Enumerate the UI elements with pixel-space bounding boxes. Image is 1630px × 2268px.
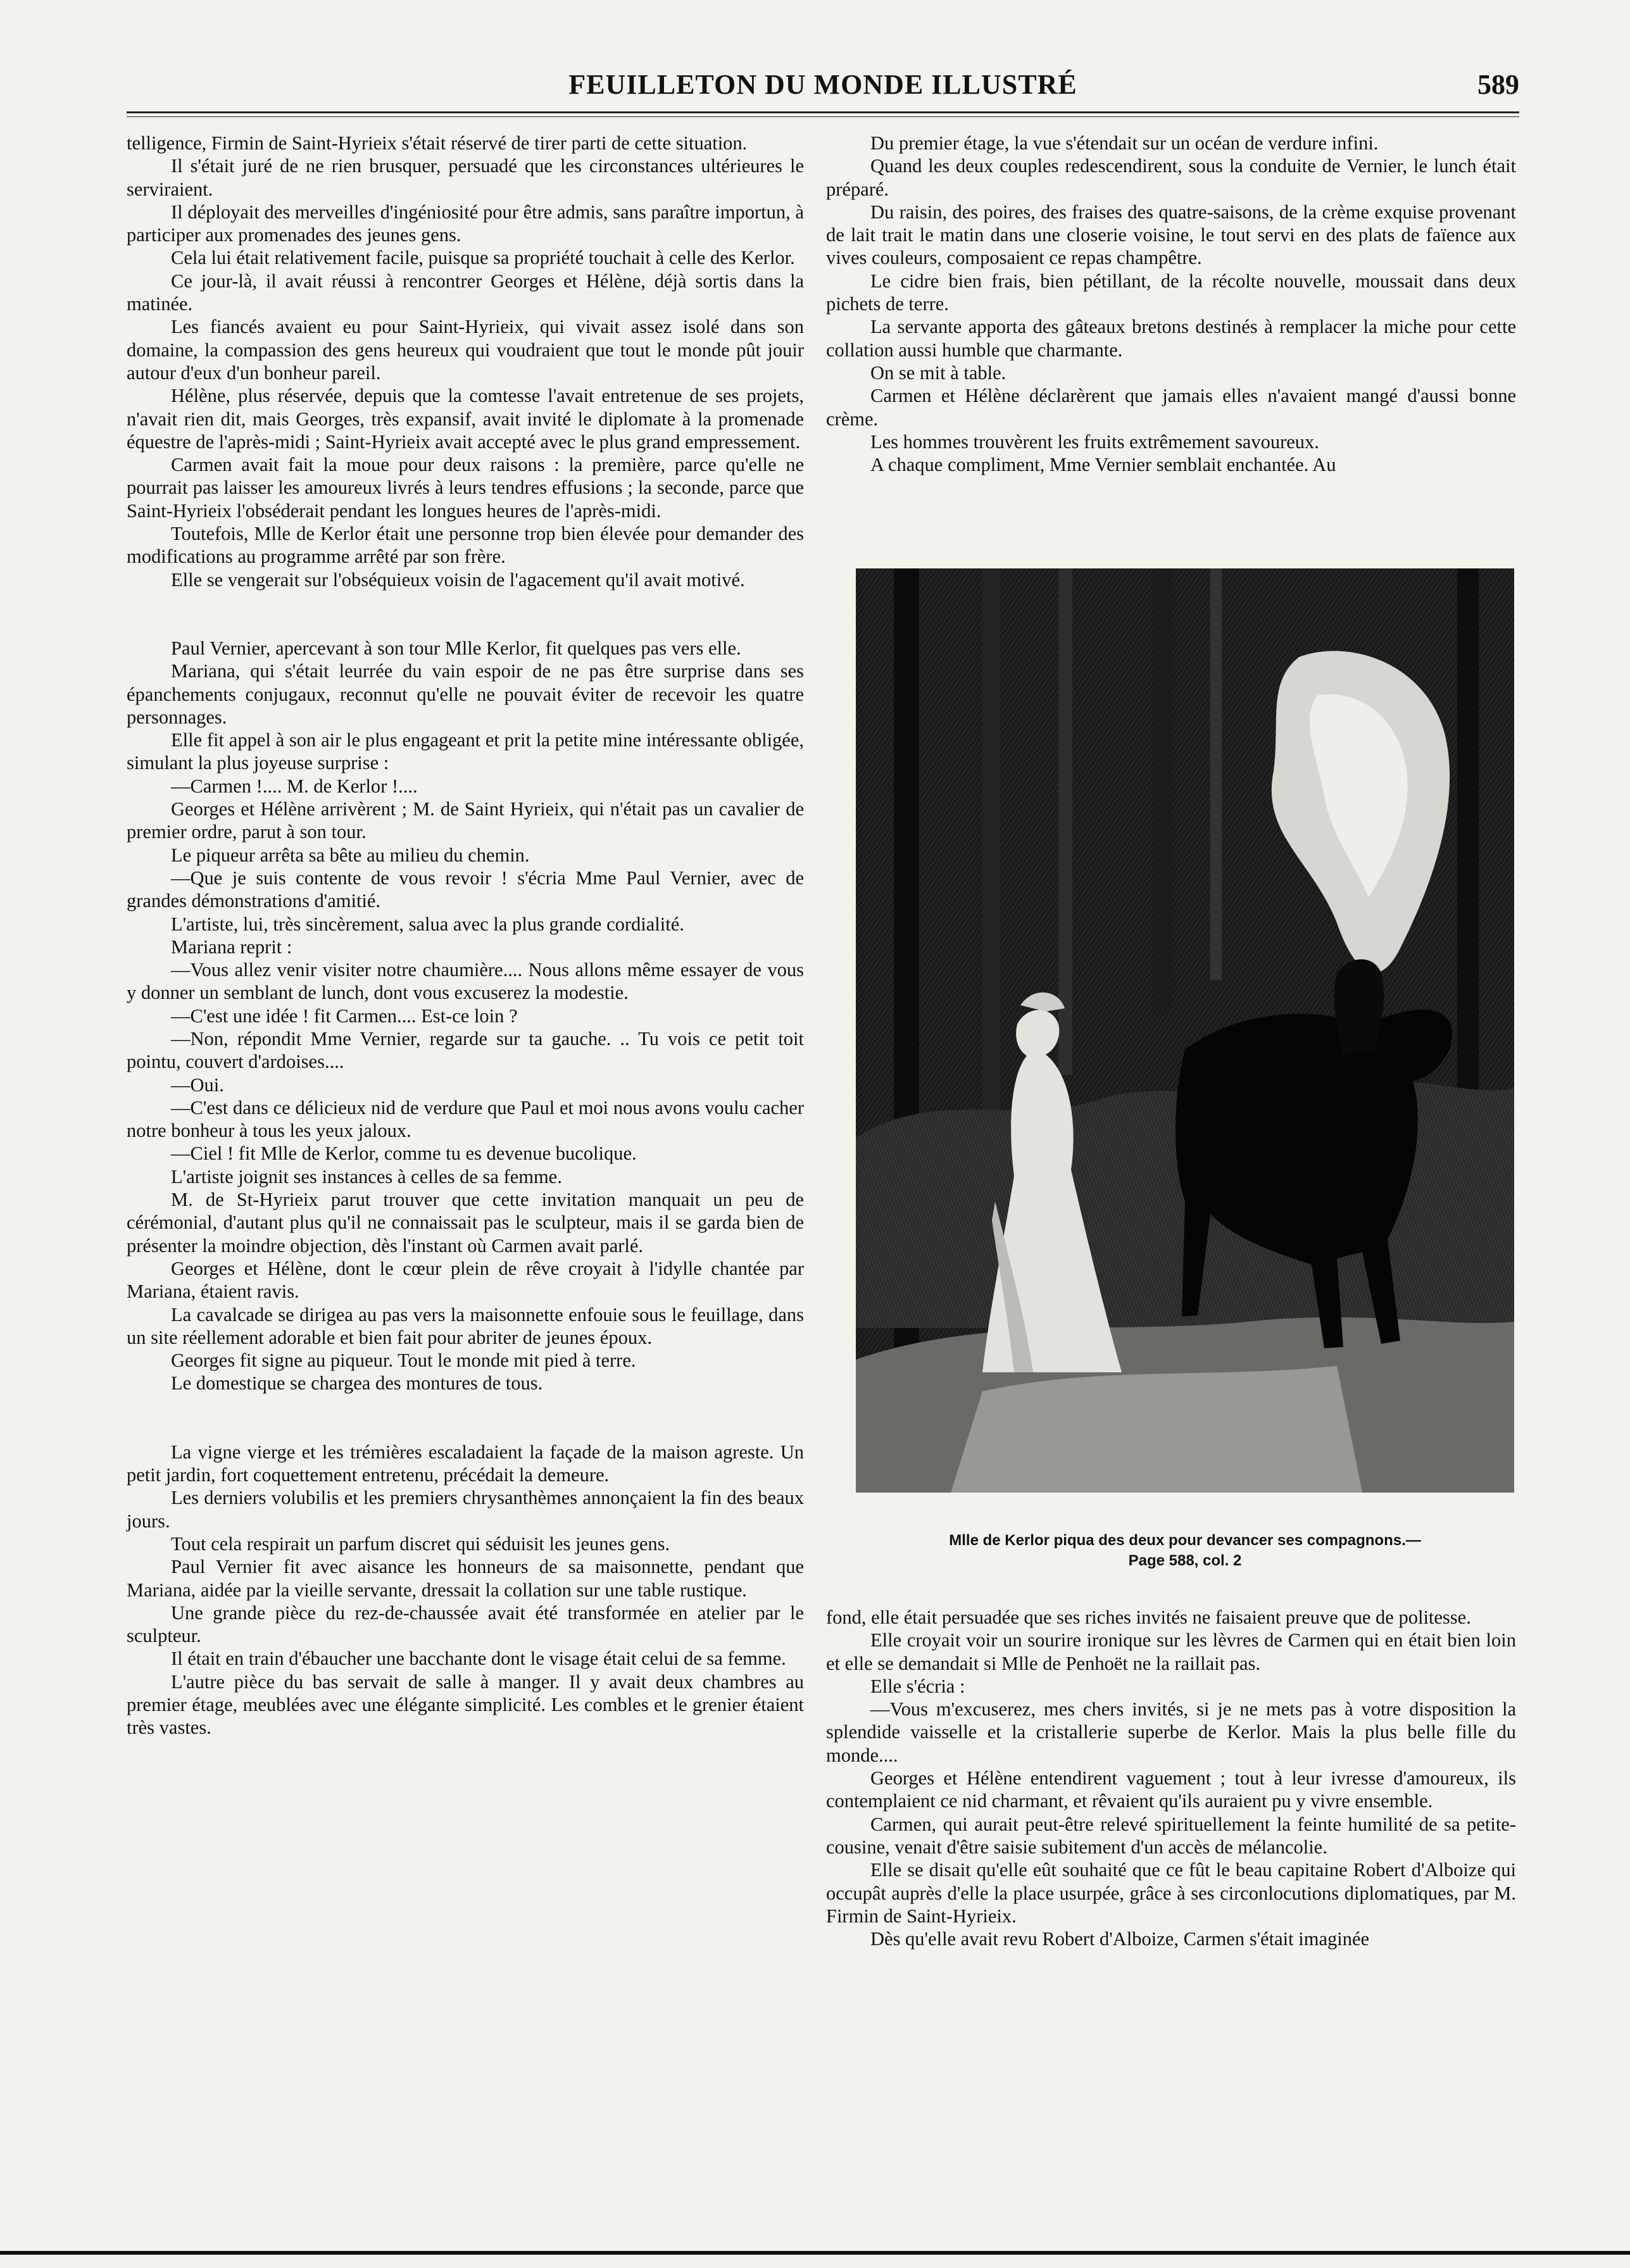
paragraph: Quand les deux couples redescendirent, sous la conduite de Vernier, le lunch était préparé.: [826, 155, 1516, 200]
paragraph: —Que je suis contente de vous revoir ! s'écria Mme Paul Vernier, avec de grandes démonstrations d'amitié.: [127, 867, 804, 912]
section-break: [127, 1395, 804, 1441]
page-header: [127, 63, 1519, 108]
paragraph: On se mit à table.: [870, 361, 1006, 384]
paragraph: Carmen, qui aurait peut-être relevé spirituellement la feinte humilité de sa petite-cousine, venait d'être saisie subitement d'un accès de mélancolie.: [826, 1813, 1516, 1858]
left-column: [127, 132, 804, 1739]
paragraph: Il était en train d'ébaucher une bacchante dont le visage était celui de sa femme.: [171, 1648, 786, 1670]
paragraph: Mariana, qui s'était leurrée du vain espoir de ne pas être surprise dans ses épanchements conjugaux, reconnut qu'elle ne pouvait éviter de recevoir les quatre personnages.: [127, 660, 804, 728]
section-break: [127, 591, 804, 637]
running-title: FEUILLETON DU MONDE ILLUSTRÉ: [568, 69, 1077, 100]
paragraph: Georges et Hélène, dont le cœur plein de rêve croyait à l'idylle chantée par Mariana, étaient ravis.: [127, 1257, 804, 1303]
paragraph: Le piqueur arrêta sa bête au milieu du chemin.: [171, 844, 530, 866]
paragraph: —Ciel ! fit Mlle de Kerlor, comme tu es devenue bucolique.: [171, 1143, 637, 1165]
paragraph: Du raisin, des poires, des fraises des quatre-saisons, de la crème exquise provenant de lait trait le matin dans une closerie voisine, le tout servi en des plats de faïence aux vives couleurs, composaient ce repas champêtre.: [826, 201, 1516, 269]
paragraph: Elle se disait qu'elle eût souhaité que ce fût le beau capitaine Robert d'Alboize qui occupât auprès d'elle la place usurpée, grâce à ses circonlocutions diplomatiques, par M. Firmin de Saint-Hyrieix.: [826, 1859, 1516, 1927]
page-bottom-edge: [0, 2251, 1630, 2255]
paragraph: Le domestique se chargea des montures de tous.: [171, 1372, 543, 1394]
paragraph: Paul Vernier fit avec aisance les honneurs de sa maisonnette, pendant que Mariana, aidée par la vieille servante, dressait la collation sur une table rustique.: [127, 1556, 804, 1601]
paragraph: Il s'était juré de ne rien brusquer, persuadé que les circonstances ultérieures le serviraient.: [127, 155, 804, 200]
paragraph: Elle fit appel à son air le plus engageant et prit la petite mine intéressante obligée, simulant la plus joyeuse surprise :: [127, 729, 804, 774]
paragraph: Hélène, plus réservée, depuis que la comtesse l'avait entretenue de ses projets, n'avait rien dit, mais Georges, très expansif, avait invité le diplomate à la promenade équestre de l'après-midi ; Saint-Hyrieix avait accepté avec le plus grand empressement.: [127, 385, 804, 453]
engraving-illustration: [856, 568, 1514, 1493]
paragraph: La vigne vierge et les trémières escaladaient la façade de la maison agreste. Un petit jardin, fort coquettement entretenu, précédait la demeure.: [127, 1441, 804, 1486]
paragraph: Elle se vengerait sur l'obséquieux voisin de l'agacement qu'il avait motivé.: [171, 568, 745, 591]
paragraph: Carmen avait fait la moue pour deux raisons : la première, parce qu'elle ne pourrait pas laisser les amoureux livrés à leurs tendres effusions ; la seconde, parce que Saint-Hyrieix l'obséderait pendant les longues heures de l'après-midi.: [127, 454, 804, 522]
paragraph: L'artiste, lui, très sincèrement, salua avec la plus grande cordialité.: [171, 913, 684, 935]
paragraph: —Vous allez venir visiter notre chaumière.... Nous allons même essayer de vous y donner un semblant de lunch, dont vous excuserez la modestie.: [127, 959, 804, 1004]
caption-reference: Page 588, col. 2: [1128, 1552, 1242, 1569]
paragraph: Les derniers volubilis et les premiers chrysanthèmes annonçaient la fin des beaux jours.: [127, 1487, 804, 1532]
illustration-caption: [856, 1531, 1514, 1571]
paragraph: A chaque compliment, Mme Vernier semblait enchantée. Au: [870, 454, 1336, 476]
paragraph: Elle s'écria :: [870, 1675, 965, 1697]
paragraph: telligence, Firmin de Saint-Hyrieix s'était réservé de tirer parti de cette situation.: [127, 132, 748, 154]
paragraph: —Carmen !.... M. de Kerlor !....: [171, 775, 418, 797]
paragraph: Les fiancés avaient eu pour Saint-Hyrieix, qui vivait assez isolé dans son domaine, la compassion des gens heureux qui voudraient que tout le monde pût jouir autour d'eux d'un bonheur pareil.: [127, 316, 804, 384]
right-column-bottom: [826, 1606, 1516, 1950]
header-rule: [127, 111, 1519, 113]
paragraph: M. de St-Hyrieix parut trouver que cette invitation manquait un peu de cérémonial, d'autant plus qu'il ne connaissait pas le sculpteur, mais il se garda bien de présenter la moindre objection, dès l'instant où Carmen avait parlé.: [127, 1189, 804, 1256]
paragraph: —Vous m'excuserez, mes chers invités, si je ne mets pas à votre disposition la splendide vaisselle et la cristallerie superbe de Kerlor. Mais la plus belle fille du monde....: [826, 1698, 1516, 1766]
paragraph: Dès qu'elle avait revu Robert d'Alboize, Carmen s'était imaginée: [870, 1928, 1370, 1950]
paragraph: Il déployait des merveilles d'ingéniosité pour être admis, sans paraître importun, à participer aux promenades des jeunes gens.: [127, 201, 804, 246]
paragraph: Georges et Hélène entendirent vaguement ; tout à leur ivresse d'amoureux, ils contemplaient ce nid charmant, et rêvaient qu'ils auraient pu y vivre ensemble.: [826, 1767, 1516, 1812]
caption-line: Mlle de Kerlor piqua des deux pour devancer ses compagnons.—: [949, 1532, 1421, 1549]
paragraph: Une grande pièce du rez-de-chaussée avait été transformée en atelier par le sculpteur.: [127, 1601, 804, 1647]
paragraph: Georges fit signe au piqueur. Tout le monde mit pied à terre.: [171, 1350, 636, 1372]
paragraph: Paul Vernier, apercevant à son tour Mlle Kerlor, fit quelques pas vers elle.: [171, 637, 741, 659]
paragraph: Cela lui était relativement facile, puisque sa propriété touchait à celle des Kerlor.: [171, 247, 795, 269]
paragraph: Du premier étage, la vue s'étendait sur un océan de verdure infini.: [870, 132, 1379, 154]
paragraph: Mariana reprit :: [171, 936, 292, 958]
page-number: 589: [1477, 69, 1519, 100]
paragraph: Les hommes trouvèrent les fruits extrêmement savoureux.: [870, 430, 1319, 453]
paragraph: Ce jour-là, il avait réussi à rencontrer Georges et Hélène, déjà sortis dans la matinée.: [127, 270, 804, 315]
paragraph: —C'est une idée ! fit Carmen.... Est-ce loin ?: [171, 1005, 518, 1027]
paragraph: Le cidre bien frais, bien pétillant, de la récolte nouvelle, moussait dans deux pichets de terre.: [826, 270, 1516, 315]
paragraph: —C'est dans ce délicieux nid de verdure que Paul et moi nous avons voulu cacher notre bonheur à tous les yeux jaloux.: [127, 1096, 804, 1142]
paragraph: La servante apporta des gâteaux bretons destinés à remplacer la miche pour cette collation aussi humble que charmante.: [826, 316, 1516, 361]
paragraph: —Oui.: [171, 1074, 224, 1096]
paragraph: Georges et Hélène arrivèrent ; M. de Saint Hyrieix, qui n'était pas un cavalier de premier ordre, parut à son tour.: [127, 798, 804, 843]
paragraph: L'autre pièce du bas servait de salle à manger. Il y avait deux chambres au premier étage, meublées avec une élégante simplicité. Les combles et le grenier étaient très vastes.: [127, 1670, 804, 1739]
paragraph: Carmen et Hélène déclarèrent que jamais elles n'avaient mangé d'aussi bonne crème.: [826, 385, 1516, 430]
paragraph: Elle croyait voir un sourire ironique sur les lèvres de Carmen qui en était bien loin et elle se demandait si Mlle de Penhoët ne la raillait pas.: [826, 1629, 1516, 1674]
paragraph: La cavalcade se dirigea au pas vers la maisonnette enfouie sous le feuillage, dans un site réellement adorable et bien fait pour abriter de jeunes époux.: [127, 1303, 804, 1348]
header-rule-thin: [127, 116, 1519, 117]
paragraph: fond, elle était persuadée que ses riches invités ne faisaient preuve que de politesse.: [826, 1607, 1471, 1628]
paragraph: Toutefois, Mlle de Kerlor était une personne trop bien élevée pour demander des modifications au programme arrêté par son frère.: [127, 523, 804, 568]
right-column-top: [826, 132, 1516, 476]
paragraph: Tout cela respirait un parfum discret qui séduisit les jeunes gens.: [171, 1532, 670, 1555]
paragraph: —Non, répondit Mme Vernier, regarde sur ta gauche. .. Tu vois ce petit toit pointu, couvert d'ardoises....: [127, 1027, 804, 1073]
paragraph: L'artiste joignit ses instances à celles de sa femme.: [171, 1165, 562, 1187]
